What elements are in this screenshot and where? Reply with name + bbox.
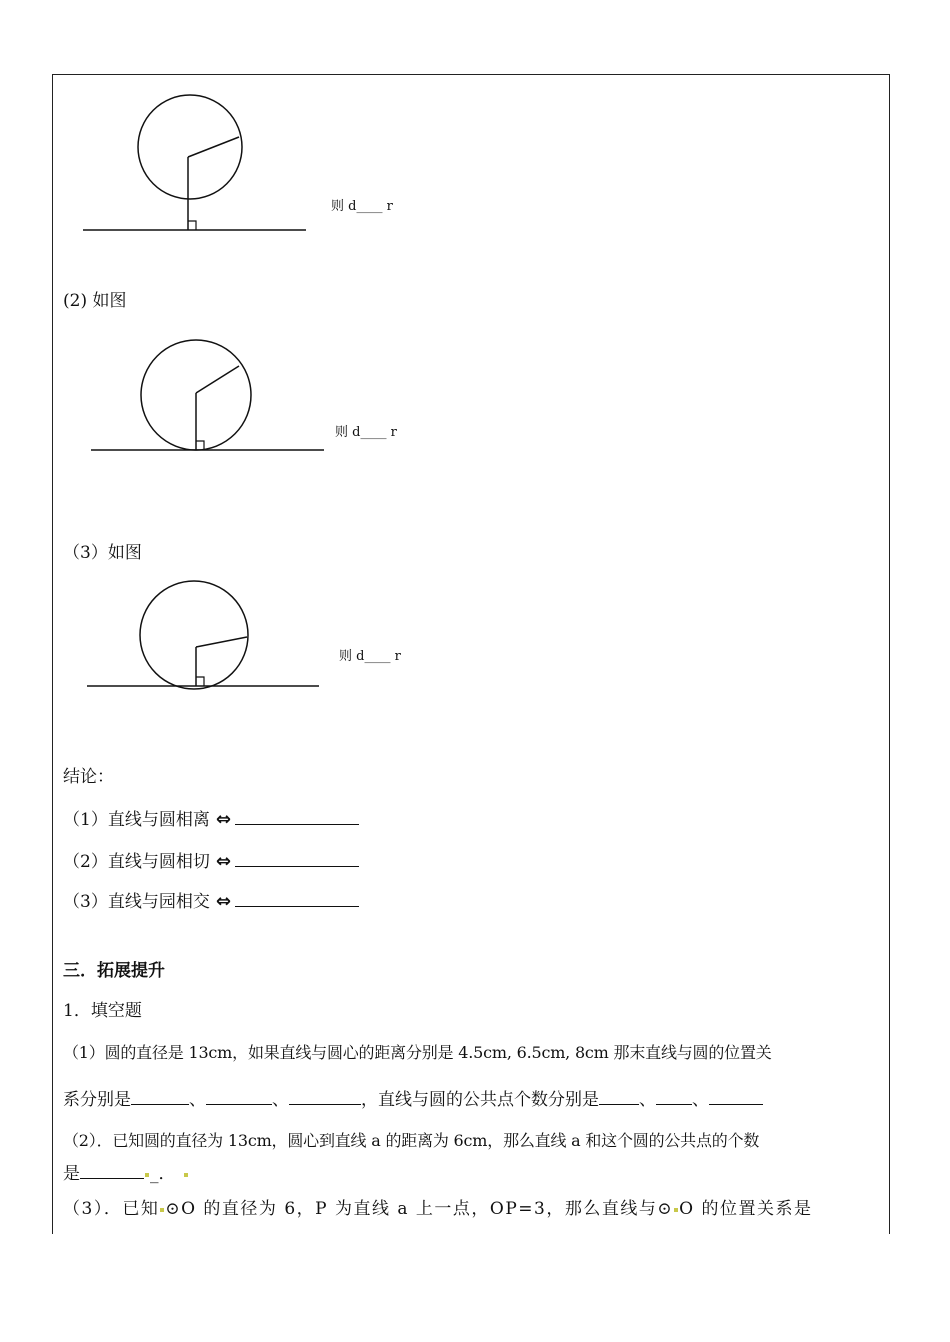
conclusion-line-2 bbox=[63, 851, 359, 872]
radius-2 bbox=[196, 366, 239, 393]
marker-dot-icon bbox=[674, 1208, 678, 1212]
item-2-label: (2) 如图 bbox=[63, 291, 127, 311]
equivalence-arrow-icon: ⇔ bbox=[215, 891, 231, 912]
q1-1-blank-count-1[interactable] bbox=[599, 1089, 639, 1105]
figure-1-label: 则 d____ r bbox=[331, 199, 393, 214]
conclusion-blank-1[interactable] bbox=[235, 809, 359, 825]
radius-1 bbox=[188, 137, 239, 157]
q1-3-suffix: O 的位置关系是 bbox=[679, 1199, 813, 1219]
right-angle-mark-2 bbox=[196, 441, 204, 450]
q1-1-sep: 、 bbox=[272, 1090, 289, 1110]
q1-3-line-1 bbox=[63, 1199, 812, 1219]
q1-2-line-2 bbox=[63, 1163, 189, 1184]
q1-1-blank-count-3[interactable] bbox=[709, 1089, 763, 1105]
page-frame bbox=[52, 74, 890, 1234]
q1-1-prefix: 系分别是 bbox=[63, 1090, 131, 1110]
conclusion-line-3 bbox=[63, 891, 359, 912]
marker-dot-icon bbox=[160, 1208, 164, 1212]
q1-1-blank-relation-1[interactable] bbox=[131, 1089, 189, 1105]
q1-1-blank-relation-2[interactable] bbox=[206, 1089, 272, 1105]
conclusion-title: 结论： bbox=[63, 767, 114, 787]
q1-2-prefix: 是 bbox=[63, 1164, 80, 1184]
q1-3-prefix: （3）．已知 bbox=[63, 1199, 160, 1219]
figure-2-tangent bbox=[89, 335, 329, 455]
conclusion-line-2-text: （2）直线与圆相切 bbox=[63, 852, 210, 872]
q1-1-line-2 bbox=[63, 1089, 763, 1110]
q1-3-middle: ⊙O 的直径为 6，P 为直线 a 上一点，OP=3，那么直线与⊙ bbox=[165, 1199, 674, 1219]
figure-3-label: 则 d____ r bbox=[339, 649, 401, 664]
equivalence-arrow-icon: ⇔ bbox=[215, 809, 231, 830]
conclusion-blank-3[interactable] bbox=[235, 891, 359, 907]
q1-2-blank[interactable] bbox=[80, 1163, 144, 1179]
q1-1-blank-relation-3[interactable] bbox=[289, 1089, 361, 1105]
circle-1 bbox=[138, 95, 242, 199]
q1-1-sep: 、 bbox=[692, 1090, 709, 1110]
conclusion-line-3-text: （3）直线与园相交 bbox=[63, 892, 210, 912]
q1-2-suffix: _． bbox=[150, 1164, 176, 1184]
conclusion-blank-2[interactable] bbox=[235, 851, 359, 867]
q1-1-line-1: （1）圆的直径是 13cm，如果直线与圆心的距离分别是 4.5cm, 6.5cm, 8cm 那末直线与圆的位置关 bbox=[63, 1043, 772, 1062]
figure-2-label: 则 d____ r bbox=[335, 425, 397, 440]
figure-3-intersect bbox=[83, 575, 323, 700]
right-angle-mark-1 bbox=[188, 221, 196, 230]
equivalence-arrow-icon: ⇔ bbox=[215, 851, 231, 872]
radius-3 bbox=[196, 637, 247, 647]
q1-title: 1．填空题 bbox=[63, 1001, 142, 1021]
item-3-label: （3）如图 bbox=[63, 543, 142, 563]
right-angle-mark-3 bbox=[196, 677, 204, 686]
marker-dot-icon bbox=[145, 1173, 149, 1177]
q1-2-line-1: （2）．已知圆的直径为 13cm，圆心到直线 a 的距离为 6cm，那么直线 a 和这个圆的公共点的个数 bbox=[63, 1131, 760, 1150]
figure-1-separate bbox=[81, 91, 321, 241]
q1-1-sep: 、 bbox=[639, 1090, 656, 1110]
q1-1-mid-text: ，直线与圆的公共点个数分别是 bbox=[361, 1090, 599, 1110]
q1-1-sep: 、 bbox=[189, 1090, 206, 1110]
conclusion-line-1 bbox=[63, 809, 359, 830]
conclusion-line-1-text: （1）直线与圆相离 bbox=[63, 810, 210, 830]
q1-1-blank-count-2[interactable] bbox=[656, 1089, 692, 1105]
circle-3 bbox=[140, 581, 248, 689]
section-3-heading: 三．拓展提升 bbox=[63, 961, 165, 981]
marker-dot-icon bbox=[184, 1173, 188, 1177]
